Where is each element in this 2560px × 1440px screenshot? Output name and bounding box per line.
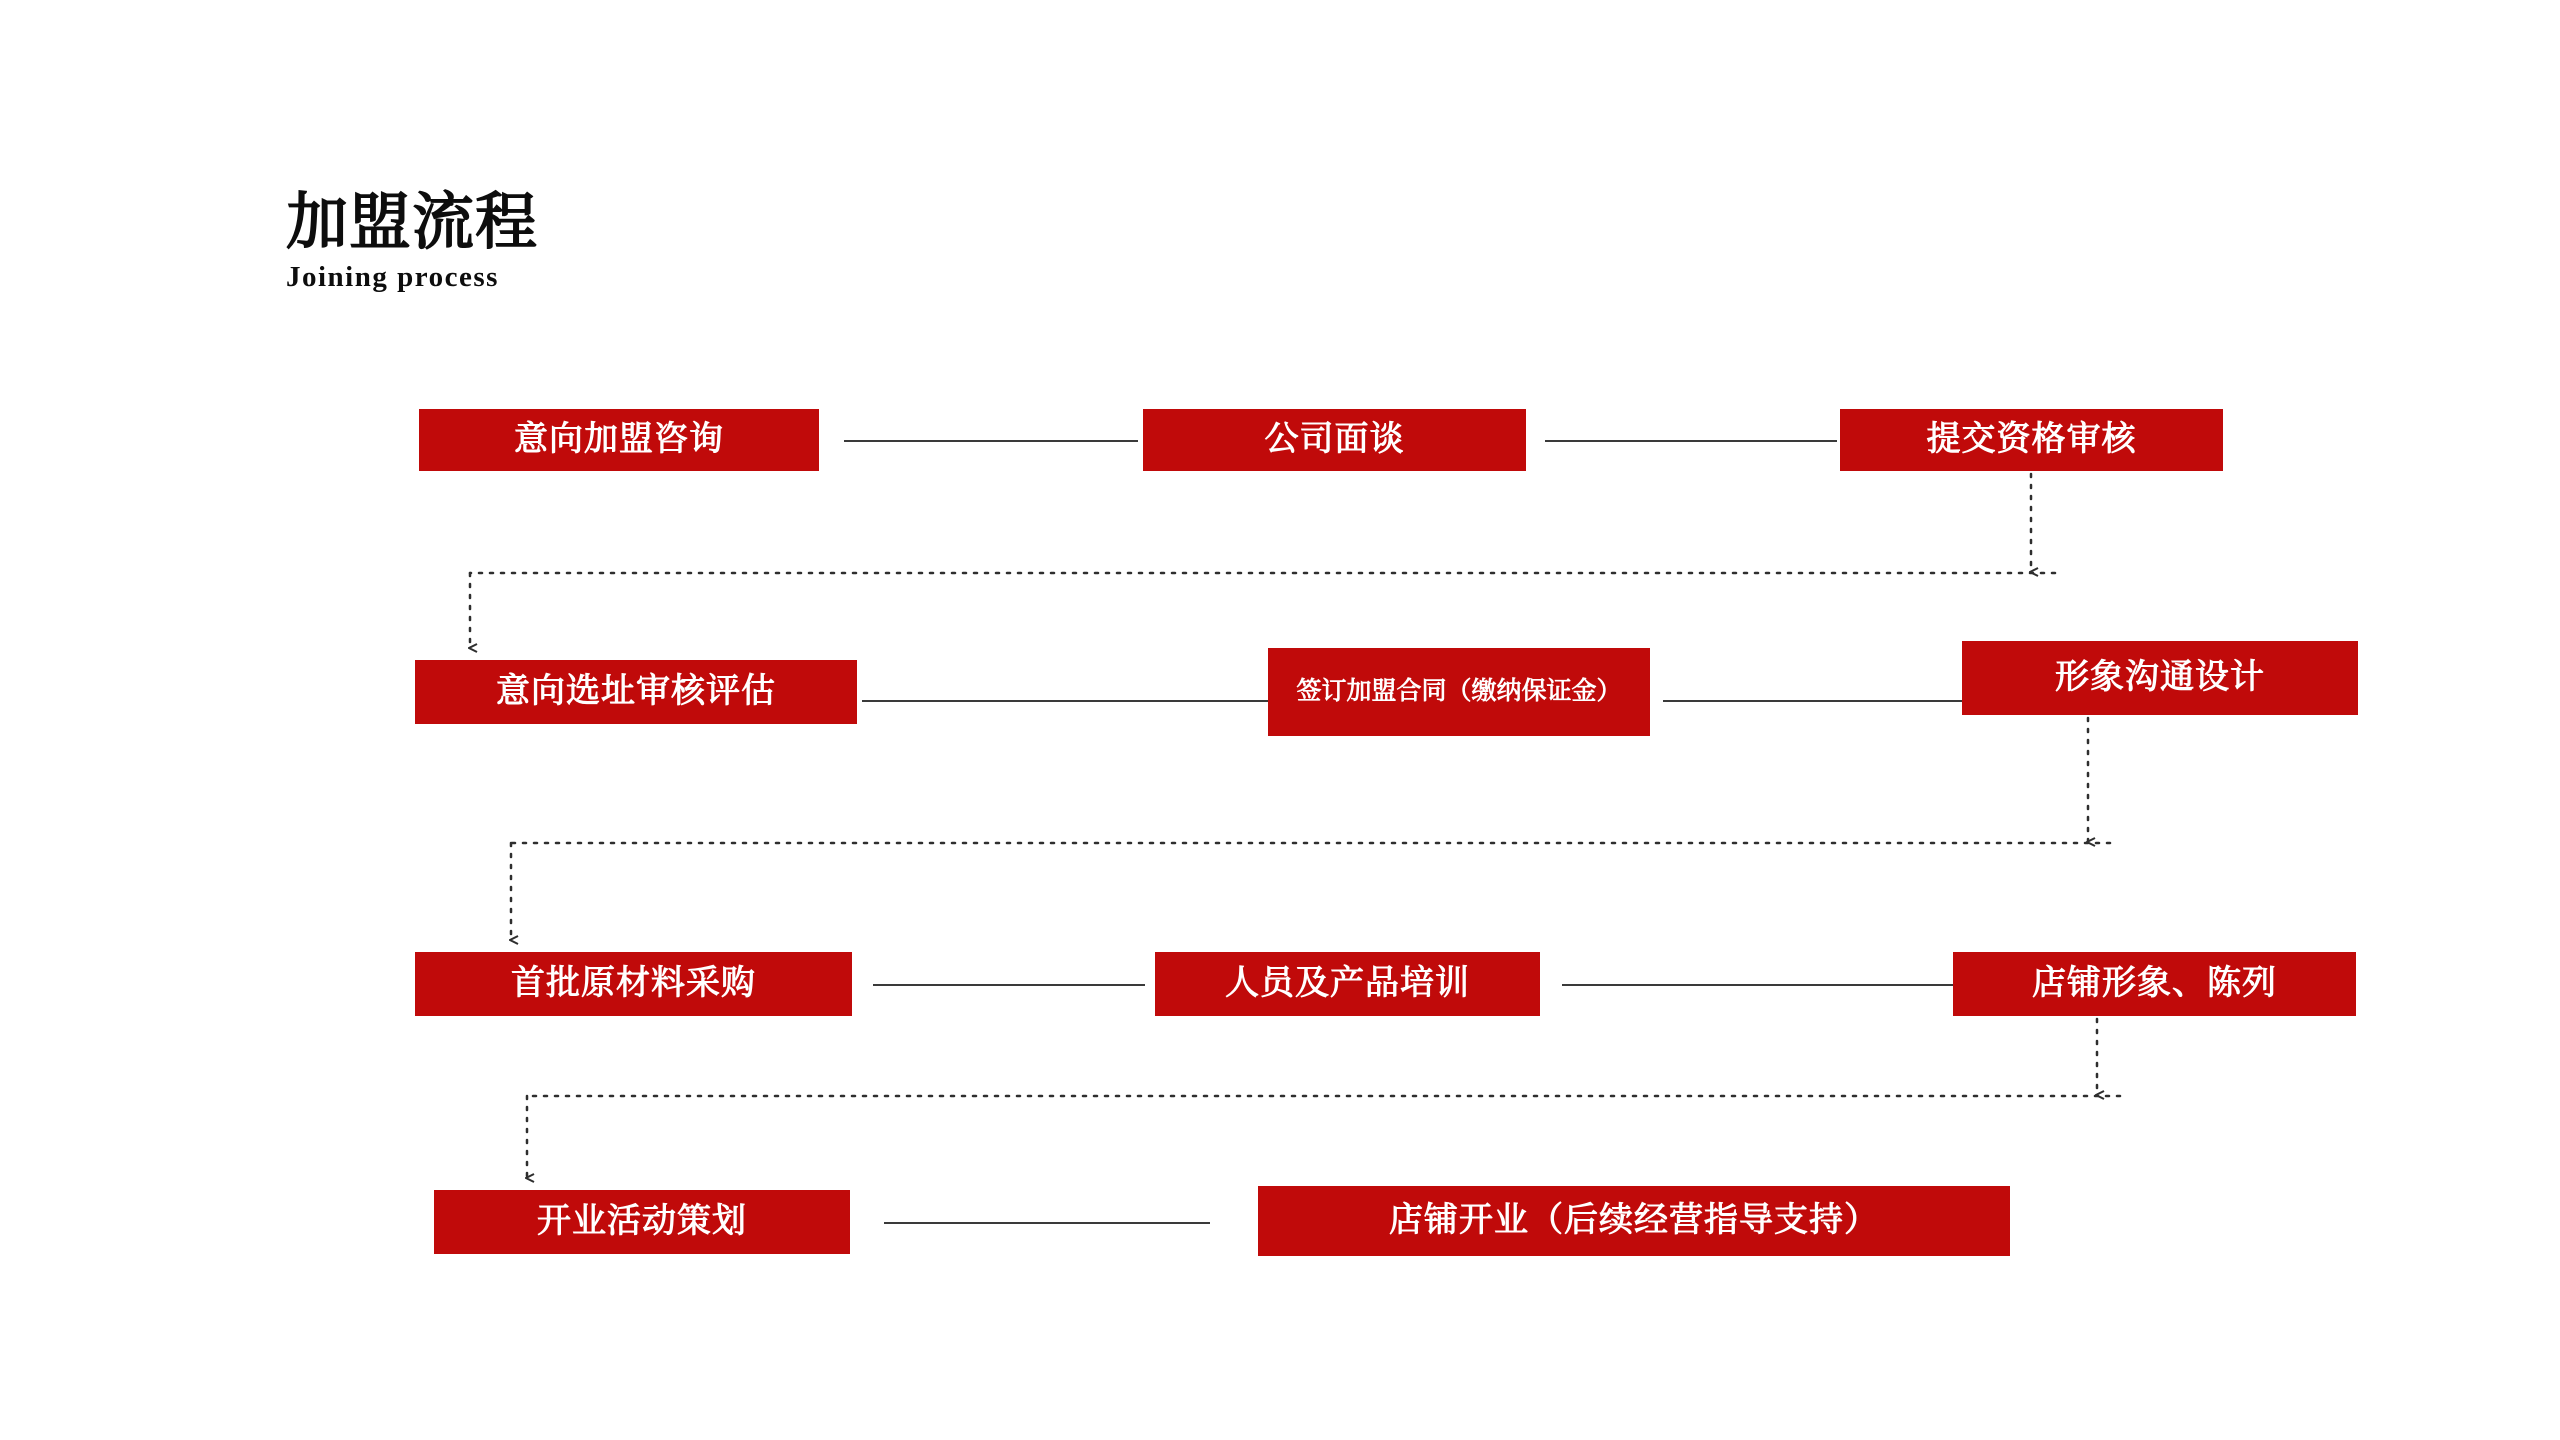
connector-n1-n2	[844, 440, 1138, 442]
connector-n5-n6	[1663, 700, 1963, 702]
page-title-cn: 加盟流程	[286, 189, 539, 257]
flow-node-material-purchase[interactable]: 首批原材料采购	[415, 952, 852, 1016]
connector-n7-n8	[873, 984, 1145, 986]
flow-node-opening-plan[interactable]: 开业活动策划	[434, 1190, 850, 1254]
connector-n10-n11	[884, 1222, 1210, 1224]
dotted-route-row2-to-row3	[511, 718, 2110, 940]
dotted-route-row3-to-row4	[527, 1019, 2120, 1178]
connector-n2-n3	[1545, 440, 1837, 442]
dotted-route-row1-to-row2	[470, 474, 2055, 648]
flow-node-sign-contract[interactable]: 签订加盟合同（缴纳保证金）	[1268, 648, 1650, 736]
page-title	[286, 190, 538, 294]
flow-node-store-opening[interactable]: 店铺开业（后续经营指导支持）	[1258, 1186, 2010, 1256]
flow-node-store-display[interactable]: 店铺形象、陈列	[1953, 952, 2356, 1016]
flow-node-submit-qualification[interactable]: 提交资格审核	[1840, 409, 2223, 471]
flow-node-company-interview[interactable]: 公司面谈	[1143, 409, 1526, 471]
page-title-en: Joining process	[286, 261, 499, 293]
flow-node-image-design[interactable]: 形象沟通设计	[1962, 641, 2358, 715]
flow-node-staff-training[interactable]: 人员及产品培训	[1155, 952, 1540, 1016]
flow-node-intent-consult[interactable]: 意向加盟咨询	[419, 409, 819, 471]
connector-n4-n5	[862, 700, 1269, 702]
connector-n8-n9	[1562, 984, 1954, 986]
flow-node-site-evaluation[interactable]: 意向选址审核评估	[415, 660, 857, 724]
